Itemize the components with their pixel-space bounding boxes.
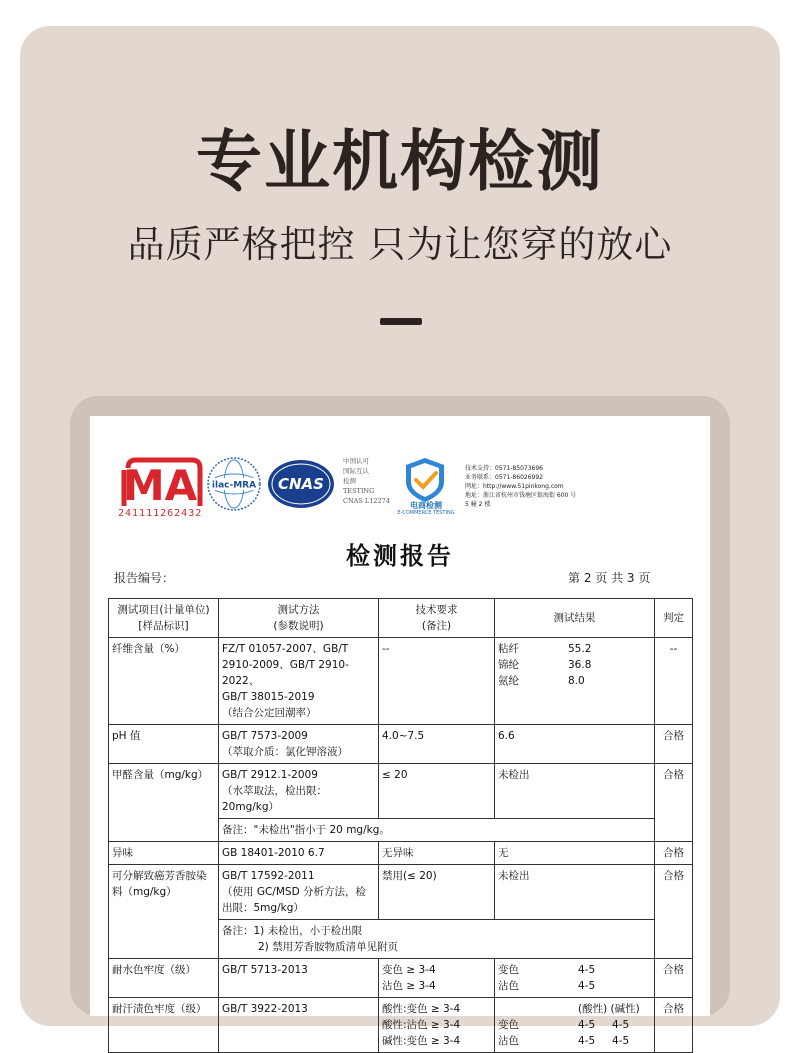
row-item: 纤维含量（%）	[109, 638, 219, 725]
row-item: pH 值	[109, 725, 219, 764]
page-title: 专业机构检测	[196, 123, 604, 200]
header-method: 测试方法 (参数说明)	[219, 599, 379, 638]
ec-logo-name: 电商检测	[410, 501, 442, 510]
row-result: 未检出	[495, 764, 655, 819]
row-item: 可分解致癌芳香胺染料（mg/kg）	[109, 865, 219, 959]
table-row	[109, 764, 693, 819]
table-row	[109, 998, 693, 1053]
row-judge: 合格	[655, 865, 693, 959]
cma-number: 241111262432	[118, 508, 203, 519]
header-item: 测试项目(计量单位) [样品标识]	[109, 599, 219, 638]
header-judge: 判定	[655, 599, 693, 638]
row-result: 6.6	[495, 725, 655, 764]
row-requirement: 无异味	[379, 842, 495, 865]
row-method: GB/T 17592-2011 （使用 GC/MSD 分析方法，检 出限：5mg/kg）	[219, 865, 379, 920]
row-requirement: 禁用(≤ 20)	[379, 865, 495, 920]
row-item: 耐水色牢度（级）	[109, 959, 219, 998]
row-judge: 合格	[655, 959, 693, 998]
row-requirement: --	[379, 638, 495, 725]
row-note: 备注：1) 未检出，小于检出限 2) 禁用芳香胺物质清单见附页	[219, 920, 655, 959]
row-result: (酸性) (碱性) 变色 4-5 4-5 沾色 4-5 4-5	[495, 998, 655, 1053]
row-result: 未检出	[495, 865, 655, 920]
row-requirement: 酸性:变色 ≥ 3-4 酸性:沾色 ≥ 3-4 碱性:变色 ≥ 3-4	[379, 998, 495, 1053]
table-row	[109, 638, 693, 725]
row-requirement: ≤ 20	[379, 764, 495, 819]
row-method: GB/T 7573-2009 （萃取介质：氯化钾溶液）	[219, 725, 379, 764]
row-requirement: 变色 ≥ 3-4 沾色 ≥ 3-4	[379, 959, 495, 998]
row-judge: 合格	[655, 998, 693, 1053]
table-row	[109, 959, 693, 998]
row-result: 无	[495, 842, 655, 865]
table-row	[109, 865, 693, 920]
report-title: 检测报告	[346, 541, 454, 570]
ilac-mra-logo-icon	[206, 456, 262, 512]
row-judge: 合格	[655, 764, 693, 842]
row-method: GB/T 2912.1-2009 （水萃取法，检出限：20mg/kg）	[219, 764, 379, 819]
row-method: GB/T 3922-2013	[219, 998, 379, 1053]
row-result: 粘纤 55.2 锦纶 36.8 氨纶 8.0	[495, 638, 655, 725]
row-method: GB/T 5713-2013	[219, 959, 379, 998]
header-result: 测试结果	[495, 599, 655, 638]
row-item: 异味	[109, 842, 219, 865]
row-method: FZ/T 01057-2007、GB/T 2910-2009、GB/T 2910-2022、 GB/T 38015-2019 （结合公定回潮率）	[219, 638, 379, 725]
cma-logo-icon	[118, 456, 202, 534]
row-judge: --	[655, 638, 693, 725]
divider-dash	[380, 318, 422, 325]
cnas-info: 中国认可 国际互认 检测 TESTING CNAS L12274	[343, 457, 390, 505]
row-judge: 合格	[655, 842, 693, 865]
header-requirement: 技术要求 (备注)	[379, 599, 495, 638]
row-item: 甲醛含量（mg/kg）	[109, 764, 219, 842]
report-table	[108, 598, 693, 1053]
report-paper	[90, 416, 710, 1047]
table-row	[109, 842, 693, 865]
report-number-label: 报告编号：	[114, 571, 175, 585]
cma-logo-text: MA	[122, 461, 198, 510]
row-result: 变色 4-5 沾色 4-5	[495, 959, 655, 998]
row-judge: 合格	[655, 725, 693, 764]
contact-info: 技术支持：0571-85073696 业务联系：0571-86026992 网址：http://www.51pinkong.com 地址：浙江省杭州市钱塘区银海街 600 号 5 幢 2 楼	[465, 465, 577, 508]
table-header-row	[109, 599, 693, 638]
cnas-logo-icon	[266, 456, 336, 512]
row-method: GB 18401-2010 6.7	[219, 842, 379, 865]
page-info: 第 2 页 共 3 页	[568, 571, 651, 585]
table-row	[109, 725, 693, 764]
row-requirement: 4.0~7.5	[379, 725, 495, 764]
row-note: 备注："未检出"指小于 20 mg/kg。	[219, 819, 655, 842]
cnas-logo-text: CNAS	[278, 475, 324, 493]
ec-logo-en: E-COMMERCE TESTING	[397, 510, 455, 516]
row-item: 耐汗渍色牢度（级）	[109, 998, 219, 1053]
ilac-logo-text: ilac-MRA	[211, 480, 257, 491]
page-subtitle: 品质严格把控 只为让您穿的放心	[127, 223, 673, 266]
